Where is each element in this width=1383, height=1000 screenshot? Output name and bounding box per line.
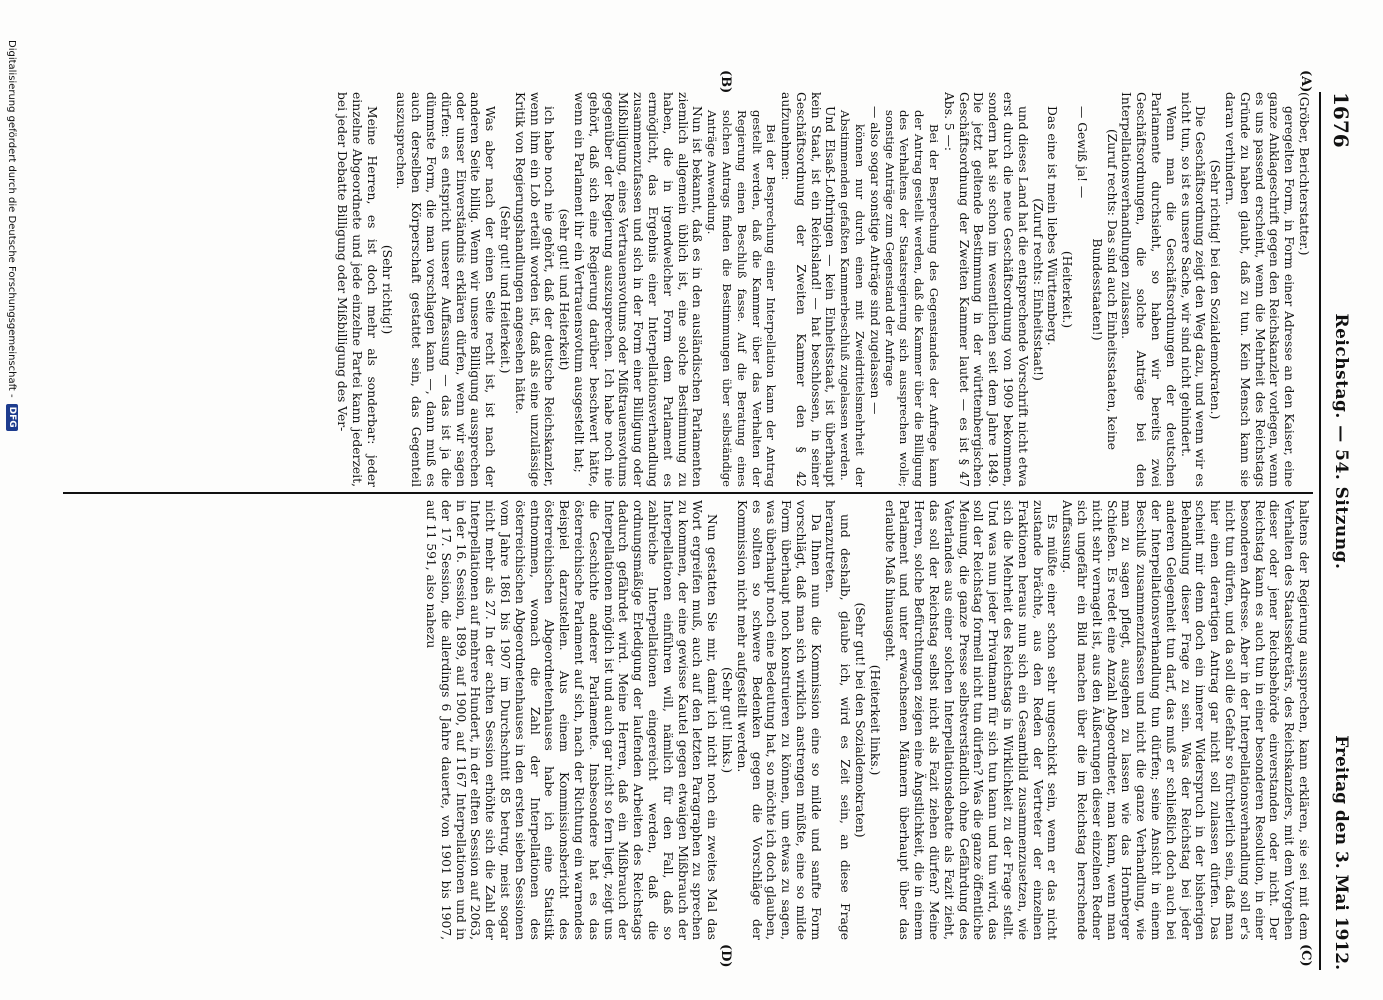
paragraph: haltens der Regierung aussprechen, kann erklären, sie sei mit dem Verhalten des Staatssekretärs, des Reichskanzlers, mit dem Vorgehen dieser oder jener Reichsbehörde einverstanden oder nicht. Der Reichstag kann es auch tun in einer besonderen Resolution, in einer besonderen Adresse. Aber in der Interpellationsverhandlung soll er's nicht tun dürfen, und da soll die Gefahr so fürchterlich sein, daß man hier einen derartigen Antrag gar nicht soll zulassen dürfen. Das scheint mir denn doch ein innerer Widerspruch in der bisherigen Behandlung dieser Frage zu sein. Was der Reichstag bei jeder anderen Gelegenheit tun darf, das muß er schließlich doch auch bei der Interpellationsverhandlung tun dürfen; seine Ansicht in einem Beschluß zusammenzufassen und nicht die ganze Verhandlung, wie man zu sagen pflegt, ausgehen zu lassen wie das Hornberger Schießen. Es redet eine Anzahl Abgeordneter, man kann, wenn man nicht sehr vernagelt ist, aus den Äußerungen dieser einzelnen Redner sich ungefähr ein Bild machen über die im Reichstag herrschende Auffassung. [1060,500,1311,940]
paragraph: — also sogar sonstige Anträge sind zugelassen — [867,106,882,415]
left-text-column [61,92,1311,487]
paragraph: Es müßte einer schon sehr ungeschickt sein, wenn er das nicht zustande brächte, aus den Reden der Vertreter der einzelnen Fraktionen heraus nun sich ein Gesamtbild zusammenzusetzen, wie sich die Mehrheit des Reichstags in Wirklichkeit zu der Frage stellt. Und was nun jeder Privatmann für sich tun kann und tun wird, das soll der Reichstag formell nicht tun dürfen? Was die ganze öffentliche Meinung, die ganze Presse selbstverständlich ohne Gefährdung des Vaterlandes aus einer solchen Interpellationsdebatte als Fazit zieht, das soll der Reichstag selbst nicht als Fazit ziehen dürfen? Meine Herren, solche Befürchtungen zeigen eine Ängstlichkeit, die in einem Parlament und unter erwachsenen Männern überhaupt über das erlaubte Maß hinausgeht. [882,500,1060,940]
paragraph: (sehr gut! und Heiterkeit) [557,208,572,371]
paragraph: können nur durch einen mit Zweidrittelsmehrheit der Abstimmenden gefaßten Kammerbeschluß zugelassen werden. [838,110,868,487]
paragraph: (Sehr richtig! bei den Sozialdemokraten.) [1208,159,1223,420]
margin-marker-c: (C) [1298,944,1313,967]
paragraph: (Sehr richtig!) [379,244,394,335]
paragraph: (Heiterkeit links.) [867,664,882,776]
right-text-column [61,500,1311,940]
dfg-logo: DFG [6,404,18,431]
paragraph: Bei der Besprechung einer Interpellation kann der Antrag gestellt werden, daß die Kammer über das Verhalten der Regierung einen Beschluß fasse. Auf die Beratung eines solchen Antrags finden die Bestimmungen über selbständige Anträge Anwendung. [705,110,779,487]
paragraph: Nun ist bekannt, daß es in den ausländischen Parlamenten ziemlich allgemein üblich ist, eine solche Bestimmung zu haben, die in irgendwelcher Form dem Parlament es ermöglicht, das Ergebnis einer Interpellationsverhandlung zusammenzufassen und sich in der Form einer Billigung oder Mißbilligung, eines Vertrauensvotums oder Mißtrauensvotums gegenüber der Regierung auszusprechen. Ich habe noch nie gehört, daß sich eine Regierung darüber beschwert hätte, wenn ein Parlament ihr ein Vertrauensvotum ausgestellt hat; [571,92,705,487]
page-number: 1676 [1329,92,1353,148]
paragraph: Die Geschäftsordnung zeigt den Weg dazu, und wenn wir es nicht tun, so ist es unsere Sache, wir sind nicht gehindert. [1178,92,1208,487]
margin-marker-b: (B) [718,70,733,94]
paragraph: (Gröber, Berichterstatter.) [1297,92,1311,256]
paragraph: Da Ihnen nun die Kommission eine so milde und sanfte Form vorschlägt, daß man sich wirklich anstrengen müßte, eine so milde Form überhaupt noch konstruieren zu können, um etwas zu sagen, was überhaupt noch eine Bedeutung hat, so möchte ich doch glauben, es sollten so schwere Bedenken gegen die Vorschläge der Kommission nicht mehr aufgestellt werden. [734,500,823,940]
margin-marker-d: (D) [718,944,733,968]
paragraph: (Heiterkeit.) [1060,250,1075,329]
paragraph: Das eine ist mein liebes Württemberg. [1045,106,1060,346]
paragraph: (Sehr gut! und Heiterkeit.) [497,205,512,374]
paragraph: Was aber nach der einen Seite recht ist, ist nach der anderen Seite billig. Wenn wir unsere Billigung aussprechen oder unser Einverständnis erklären dürfen, wenn wir sagen dürfen: es entspricht unserer Auffassung — das ist ja die dümmste Form, die man vorschlagen kann —, dann muß es auch derselben Körperschaft gestattet sein, das Gegenteil auszusprechen. [394,92,498,487]
paragraph: Meine Herren, es ist doch mehr als sonderbar: jeder einzelne Abgeordnete und jede einzelne Partei kann jederzeit, bei jeder Debatte Billigung oder Mißbilligung des Ver- [335,92,379,487]
paragraph: ich habe noch nie gehört, daß der deutsche Reichskanzler, wenn ihm ein Lob erteilt worden ist, daß als eine unzulässige Kritik von Regierungshandlungen angesehen hätte. [512,92,557,487]
paragraph: und dieses Land hat die entsprechende Vorschrift nicht etwa erst durch die neue Geschäftsordnung von 1909 bekommen, sondern hat sie schon im wesentlichen seit dem Jahre 1849. Die jetzt geltende Bestimmung in der württembergischen Geschäftsordnung der Zweiten Kammer lautet — es ist § 47 Abs. 5 —: [941,92,1030,487]
session-date: Freitag den 3. Mai 1912. [1331,735,1351,970]
paragraph: Bei der Besprechung des Gegenstandes der Anfrage kann der Antrag gestellt werden, daß die Kammer über die Billigung des Verhaltens der Staatsregierung sich aussprechen wolle; sonstige Anträge zum Gegenstand der Anfrage [882,110,942,487]
paragraph: Nun gestatten Sie mir, damit ich nicht noch ein zweites Mal das Wort ergreifen muß, auch auf den letzten Paragraphen zu sprechen zu kommen, der eine gewisse Kautel gegen etwaigen Mißbrauch der Interpellationen einführen will, nämlich für den Fall, daß so zahlreiche Interpellationen eingereicht werden, daß die ordnungsmäßige Erledigung der laufenden Arbeiten des Reichstags dadurch gefährdet wird. Meine Herren, daß ein Mißbrauch der Interpellationen möglich ist und auch gar nicht so fern liegt, zeigt uns die Geschichte anderer Parlamente. Insbesondere hat es das österreichische Parlament auf sich, nach der Richtung ein warnendes Beispiel darzustellen. Aus einem Kommissionsbericht des österreichischen Abgeordnetenhauses habe ich eine Statistik entnommen, wonach die Zahl der Interpellationen des österreichischen Abgeordnetenhauses in den ersten sieben Sessionen vom Jahre 1861 bis 1907 im Durchschnitt 85 betrug, meist sogar nicht mehr als 27. In der achten Session erhöhte sich die Zahl der Interpellationen auf mehrere Hundert, in der elften Session auf 2063, in der 16. Session, 1899, auf 1900, auf 1167 Interpellationen und in der 17. Session, die allerdings 6 Jahre dauerte, von 1901 bis 1907, auf 11 591, also nahezu [423,500,720,940]
paragraph: (Zuruf rechts: Das sind auch Einheitsstaaten, keine Bundesstaaten!) [1089,128,1119,451]
paragraph: Und Elsaß-Lothringen — kein Einheitsstaat, ist überhaupt kein Staat, ist ein Reichsland! — hat beschlossen, in seiner Geschäftsordnung der Zweiten Kammer den § 42 aufzunehmen: [779,92,838,487]
margin-marker-a: (A) [1298,70,1313,93]
page-header [1319,92,1361,970]
paragraph: geregelten Form, in Form einer Adresse an den Kaiser, eine ganze Anklageschrift gegen den Reichskanzler vorlegen, wenn es uns passend erscheint, wenn die Mehrheit des Reichstags Gründe zu haben glaubt, daß zu tun. Kein Mensch kann sie daran verhindern. [1223,92,1297,487]
paragraph: und deshalb, glaube ich, wird es Zeit sein, an diese Frage heranzutreten. [823,500,853,940]
page-title: Reichstag. — 54. Sitzung. [1331,313,1351,570]
column-divider [63,492,1313,494]
digitization-credit [3,40,21,980]
credit-text: Digitalisierung gefördert durch die Deutsche Forschungsgemeinschaft - [6,40,18,398]
paragraph: (Zuruf rechts: Einheitsstaat!) [1030,198,1045,381]
paragraph: — Gewiß ja! — [1075,106,1090,199]
paragraph: Wenn man die Geschäftsordnungen der deutschen Parlamente durchsieht, so haben wir bereits zwei Geschäftsordnungen, die solche Anträge bei den Interpellationsverhandlungen zulassen. [1119,92,1178,487]
paragraph: (Sehr gut! bei den Sozialdemokraten) [853,602,868,838]
paragraph: (Sehr gut! links.) [719,666,734,774]
